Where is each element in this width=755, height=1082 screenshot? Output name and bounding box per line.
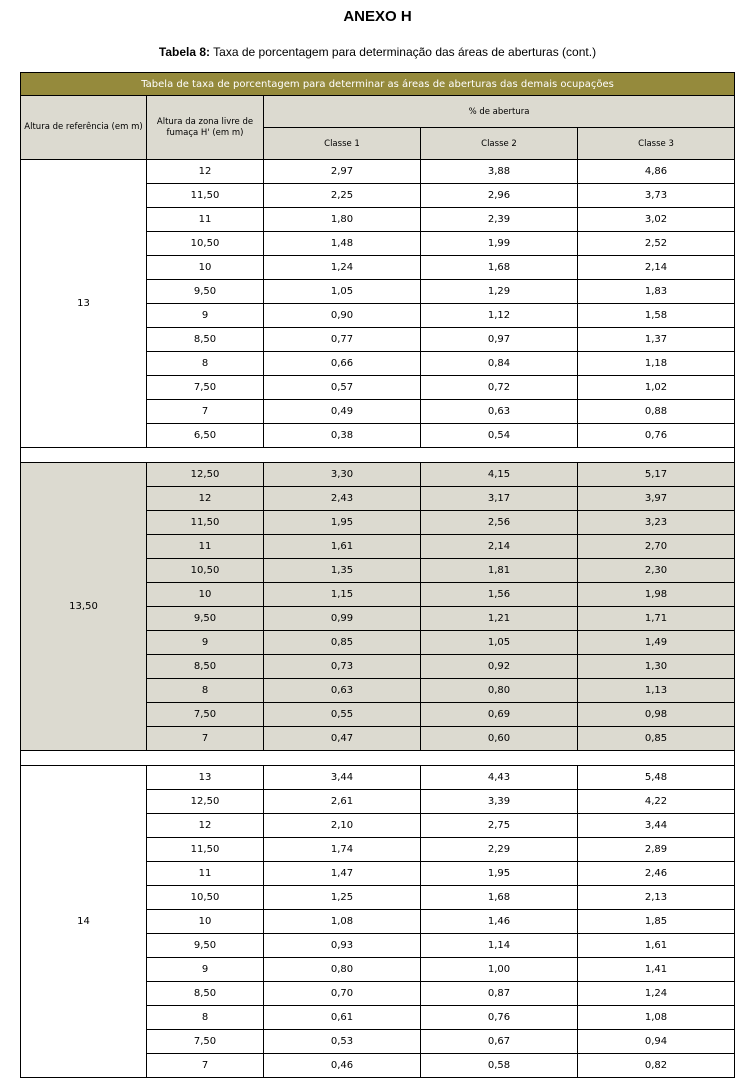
col-opening-header: % de abertura [264,96,735,128]
zone-height-cell: 10 [147,583,264,607]
class-3-cell: 1,49 [578,631,735,655]
zone-height-cell: 11,50 [147,511,264,535]
class-1-cell: 1,47 [264,862,421,886]
class-2-cell: 0,58 [421,1054,578,1078]
class-3-cell: 0,88 [578,400,735,424]
class-1-cell: 0,47 [264,727,421,751]
class-2-cell: 0,80 [421,679,578,703]
class-3-cell: 1,18 [578,352,735,376]
class-2-cell: 1,99 [421,232,578,256]
annex-title: ANEXO H [343,8,412,25]
class-2-cell: 4,43 [421,766,578,790]
group-13-50 [21,463,735,751]
class-2-cell: 3,88 [421,160,578,184]
header-row-1 [21,96,735,128]
class-1-cell: 1,35 [264,559,421,583]
class-1-cell: 2,97 [264,160,421,184]
class-2-cell: 0,63 [421,400,578,424]
class-2-cell: 3,39 [421,790,578,814]
class-3-cell: 5,17 [578,463,735,487]
zone-height-cell: 7 [147,1054,264,1078]
zone-height-cell: 7,50 [147,376,264,400]
zone-height-cell: 9 [147,958,264,982]
zone-height-cell: 10 [147,256,264,280]
class-3-cell: 1,30 [578,655,735,679]
zone-height-cell: 13 [147,766,264,790]
class-3-cell: 3,97 [578,487,735,511]
caption-label: Tabela 8: [158,45,211,59]
class-2-cell: 1,56 [421,583,578,607]
zone-height-cell: 10,50 [147,886,264,910]
class-2-cell: 0,87 [421,982,578,1006]
class-3-cell: 2,14 [578,256,735,280]
class-3-cell: 3,23 [578,511,735,535]
caption-text: Taxa de porcentagem para determinação das áreas de aberturas (cont.) [210,45,597,59]
zone-height-cell: 11 [147,862,264,886]
class-3-header: Classe 3 [578,128,735,160]
class-1-cell: 1,74 [264,838,421,862]
class-3-cell: 5,48 [578,766,735,790]
zone-height-cell: 11,50 [147,184,264,208]
class-2-cell: 1,81 [421,559,578,583]
zone-height-cell: 11,50 [147,838,264,862]
zone-height-cell: 8 [147,1006,264,1030]
reference-height-cell: 14 [21,766,147,1078]
class-1-cell: 1,61 [264,535,421,559]
opening-rate-table [20,72,735,1078]
col-zone-header: Altura da zona livre de fumaça H' (em m) [147,96,264,160]
class-3-cell: 1,98 [578,583,735,607]
class-3-cell: 3,44 [578,814,735,838]
class-3-cell: 3,02 [578,208,735,232]
class-1-cell: 0,70 [264,982,421,1006]
class-1-cell: 3,44 [264,766,421,790]
class-2-header: Classe 2 [421,128,578,160]
zone-height-cell: 9,50 [147,934,264,958]
class-3-cell: 1,24 [578,982,735,1006]
class-2-cell: 0,69 [421,703,578,727]
class-2-cell: 1,29 [421,280,578,304]
class-3-cell: 1,83 [578,280,735,304]
class-3-cell: 1,02 [578,376,735,400]
class-1-cell: 0,57 [264,376,421,400]
class-1-cell: 3,30 [264,463,421,487]
class-3-cell: 2,52 [578,232,735,256]
class-2-cell: 0,54 [421,424,578,448]
class-3-cell: 2,46 [578,862,735,886]
zone-height-cell: 11 [147,535,264,559]
class-2-cell: 0,97 [421,328,578,352]
class-3-cell: 4,22 [578,790,735,814]
zone-height-cell: 7,50 [147,703,264,727]
class-3-cell: 2,89 [578,838,735,862]
table-banner: Tabela de taxa de porcentagem para determinar as áreas de aberturas das demais ocupações [21,73,735,96]
zone-height-cell: 9,50 [147,607,264,631]
class-2-cell: 1,14 [421,934,578,958]
zone-height-cell: 6,50 [147,424,264,448]
class-3-cell: 0,94 [578,1030,735,1054]
table-banner-row [21,73,735,96]
class-2-cell: 2,75 [421,814,578,838]
table-row [21,160,735,184]
zone-height-cell: 7 [147,400,264,424]
class-1-cell: 1,80 [264,208,421,232]
class-1-cell: 1,15 [264,583,421,607]
zone-height-cell: 9,50 [147,280,264,304]
class-1-cell: 0,53 [264,1030,421,1054]
class-3-cell: 1,37 [578,328,735,352]
zone-height-cell: 9 [147,631,264,655]
class-3-cell: 1,58 [578,304,735,328]
group-14 [21,766,735,1078]
class-2-cell: 3,17 [421,487,578,511]
class-3-cell: 0,98 [578,703,735,727]
class-2-cell: 1,46 [421,910,578,934]
class-2-cell: 0,67 [421,1030,578,1054]
table-row [21,766,735,790]
class-2-cell: 2,14 [421,535,578,559]
spacer-row [21,448,735,463]
zone-height-cell: 8 [147,352,264,376]
class-1-cell: 0,66 [264,352,421,376]
reference-height-cell: 13 [21,160,147,448]
class-3-cell: 4,86 [578,160,735,184]
class-1-cell: 1,95 [264,511,421,535]
class-1-cell: 0,49 [264,400,421,424]
spacer-cell [21,751,735,766]
class-1-header: Classe 1 [264,128,421,160]
zone-height-cell: 7,50 [147,1030,264,1054]
class-3-cell: 3,73 [578,184,735,208]
class-1-cell: 1,08 [264,910,421,934]
class-1-cell: 1,24 [264,256,421,280]
zone-height-cell: 12 [147,160,264,184]
class-3-cell: 0,82 [578,1054,735,1078]
class-1-cell: 0,73 [264,655,421,679]
class-3-cell: 0,76 [578,424,735,448]
table-row [21,463,735,487]
class-2-cell: 1,21 [421,607,578,631]
group-13 [21,160,735,448]
class-1-cell: 0,99 [264,607,421,631]
class-3-cell: 1,08 [578,1006,735,1030]
class-3-cell: 0,85 [578,727,735,751]
zone-height-cell: 8,50 [147,982,264,1006]
class-2-cell: 0,60 [421,727,578,751]
class-1-cell: 0,63 [264,679,421,703]
class-3-cell: 1,41 [578,958,735,982]
table-caption [0,45,755,59]
class-1-cell: 0,80 [264,958,421,982]
class-1-cell: 0,77 [264,328,421,352]
class-1-cell: 2,43 [264,487,421,511]
class-2-cell: 2,39 [421,208,578,232]
zone-height-cell: 11 [147,208,264,232]
class-3-cell: 1,71 [578,607,735,631]
class-1-cell: 0,38 [264,424,421,448]
zone-height-cell: 10,50 [147,232,264,256]
class-3-cell: 1,61 [578,934,735,958]
class-1-cell: 2,61 [264,790,421,814]
zone-height-cell: 12 [147,487,264,511]
class-2-cell: 4,15 [421,463,578,487]
class-2-cell: 1,00 [421,958,578,982]
class-2-cell: 0,84 [421,352,578,376]
class-1-cell: 1,48 [264,232,421,256]
spacer-cell [21,448,735,463]
zone-height-cell: 9 [147,304,264,328]
spacer-row [21,751,735,766]
zone-height-cell: 8,50 [147,655,264,679]
class-2-cell: 2,56 [421,511,578,535]
class-2-cell: 1,12 [421,304,578,328]
col-reference-header: Altura de referência (em m) [21,96,147,160]
zone-height-cell: 12,50 [147,790,264,814]
class-3-cell: 2,30 [578,559,735,583]
class-3-cell: 1,85 [578,910,735,934]
class-3-cell: 2,70 [578,535,735,559]
zone-height-cell: 12,50 [147,463,264,487]
class-2-cell: 1,95 [421,862,578,886]
class-1-cell: 0,90 [264,304,421,328]
class-1-cell: 0,85 [264,631,421,655]
class-2-cell: 2,29 [421,838,578,862]
class-2-cell: 0,72 [421,376,578,400]
zone-height-cell: 7 [147,727,264,751]
class-1-cell: 0,46 [264,1054,421,1078]
class-2-cell: 2,96 [421,184,578,208]
zone-height-cell: 8,50 [147,328,264,352]
class-1-cell: 0,55 [264,703,421,727]
class-3-cell: 2,13 [578,886,735,910]
class-1-cell: 2,25 [264,184,421,208]
class-2-cell: 1,05 [421,631,578,655]
class-1-cell: 0,93 [264,934,421,958]
zone-height-cell: 10,50 [147,559,264,583]
class-1-cell: 2,10 [264,814,421,838]
zone-height-cell: 8 [147,679,264,703]
class-1-cell: 0,61 [264,1006,421,1030]
class-2-cell: 0,92 [421,655,578,679]
class-3-cell: 1,13 [578,679,735,703]
zone-height-cell: 10 [147,910,264,934]
class-2-cell: 1,68 [421,886,578,910]
class-1-cell: 1,05 [264,280,421,304]
class-1-cell: 1,25 [264,886,421,910]
class-2-cell: 1,68 [421,256,578,280]
zone-height-cell: 12 [147,814,264,838]
class-2-cell: 0,76 [421,1006,578,1030]
reference-height-cell: 13,50 [21,463,147,751]
